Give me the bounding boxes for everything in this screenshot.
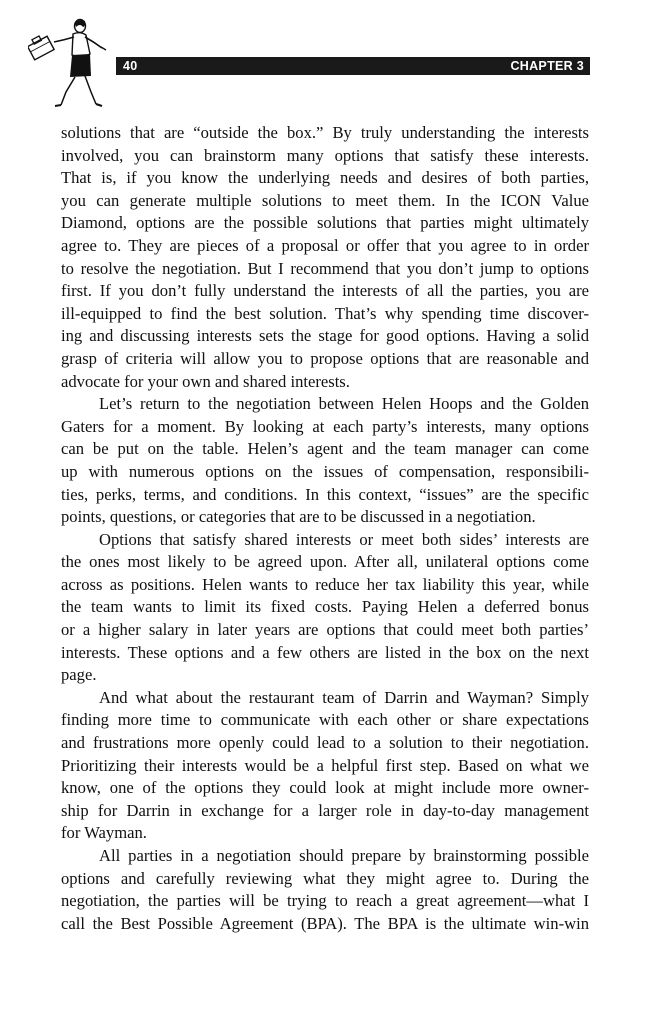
text-line: points, questions, or categories that are to be discussed in a negotiation.	[61, 507, 536, 527]
text-line: Gaters for a moment. By looking at each party’s interests, many options	[61, 416, 589, 436]
text-line: page.	[61, 665, 97, 685]
text-line: negotiation, the parties will be trying to reach a great agreement—what I	[61, 891, 589, 911]
text-line: Options that satisfy shared interests or meet both sides’ interests are	[99, 529, 589, 549]
text-line: call the Best Possible Agreement (BPA). The BPA is the ultimate win-win	[61, 913, 589, 933]
text-line: the team wants to limit its fixed costs. Paying Helen a deferred bonus	[61, 597, 589, 617]
text-line: know, one of the options they could look at might include more owner-	[61, 778, 589, 798]
text-line: ill-equipped to find the best solution. That’s why spending time discover-	[61, 303, 589, 323]
text-line: involved, you can brainstorm many options that satisfy these interests.	[61, 145, 589, 165]
text-line: ties, perks, terms, and conditions. In this context, “issues” are the specific	[61, 484, 589, 504]
text-line: interests. These options and a few others are listed in the box on the next	[61, 642, 589, 662]
paragraph-3	[61, 529, 589, 687]
text-line: All parties in a negotiation should prepare by brainstorming possible	[99, 846, 589, 865]
page-number: 40	[123, 59, 138, 73]
text-line: you can generate multiple solutions to meet them. In the ICON Value	[61, 190, 589, 210]
text-line: to resolve the negotiation. But I recommend that you don’t jump to options	[61, 258, 589, 278]
text-line: And what about the restaurant team of Darrin and Wayman? Simply	[99, 687, 589, 707]
text-line: advocate for your own and shared interests.	[61, 371, 350, 391]
text-line: ship for Darrin in exchange for a larger role in day-to-day management	[61, 800, 589, 820]
businesswoman-with-briefcase-icon	[28, 18, 110, 108]
text-line: ing and discussing interests sets the stage for good options. Having a solid	[61, 326, 589, 346]
paragraph-5	[61, 845, 589, 935]
paragraph-4	[61, 687, 589, 845]
paragraph-1	[61, 122, 589, 393]
text-line: Diamond, options are the possible solutions that parties might ultimately	[61, 213, 589, 233]
paragraph-2	[61, 393, 589, 529]
text-line: grasp of criteria will allow you to propose options that are reasonable and	[61, 348, 589, 368]
text-line: or a higher salary in later years are options that could meet both parties’	[61, 620, 589, 640]
text-line: That is, if you know the underlying needs and desires of both parties,	[61, 168, 589, 188]
text-line: across as positions. Helen wants to reduce her tax liability this year, while	[61, 574, 589, 594]
text-line: Prioritizing their interests would be a helpful first step. Based on what we	[61, 755, 589, 775]
text-line: agree to. They are pieces of a proposal or offer that you agree to in order	[61, 235, 589, 255]
running-header	[116, 57, 590, 75]
text-line: first. If you don’t fully understand the interests of all the parties, you are	[61, 281, 589, 301]
text-line: the ones most likely to be agreed upon. After all, unilateral options come	[61, 552, 589, 572]
text-line: options and carefully reviewing what they might agree to. During the	[61, 868, 589, 888]
text-line: for Wayman.	[61, 823, 147, 843]
text-line: solutions that are “outside the box.” By truly understanding the interests	[61, 123, 589, 142]
text-line: can be put on the table. Helen’s agent and the team manager can come	[61, 439, 589, 459]
body-text	[61, 122, 589, 935]
text-line: finding more time to communicate with each other or share expectations	[61, 710, 589, 730]
chapter-label: CHAPTER 3	[510, 59, 584, 73]
text-line: up with numerous options on the issues of compensation, responsibili-	[61, 461, 589, 481]
text-line: Let’s return to the negotiation between Helen Hoops and the Golden	[99, 394, 589, 414]
text-line: and frustrations more openly could lead to a solution to their negotiation.	[61, 733, 589, 753]
